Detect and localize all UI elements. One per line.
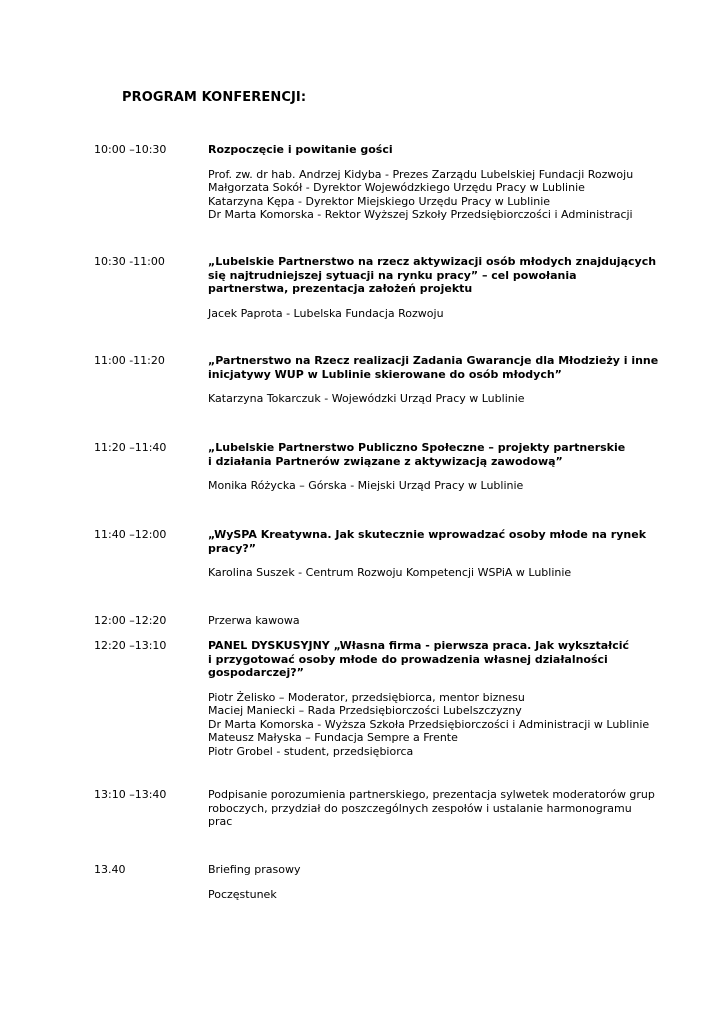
agenda-time: 12:20 –13:10 <box>94 639 167 652</box>
agenda-title-line: Przerwa kawowa <box>208 614 300 627</box>
agenda-title-line: „Lubelskie Partnerstwo na rzecz aktywizacji osób młodych znajdujących <box>208 255 657 268</box>
speaker-list <box>208 168 648 222</box>
speaker: Piotr Grobel - student, przedsiębiorca <box>208 744 414 758</box>
agenda-time: 13.40 <box>94 863 126 876</box>
agenda-title <box>208 639 648 680</box>
agenda-title-line: prac <box>208 815 233 828</box>
agenda-time: 11:40 –12:00 <box>94 528 167 541</box>
agenda-title <box>208 255 657 296</box>
agenda-time: 11:00 -11:20 <box>94 354 165 367</box>
agenda-content <box>208 528 648 580</box>
catering-note: Poczęstunek <box>208 887 277 901</box>
agenda-title <box>208 441 648 468</box>
speaker: Karolina Suszek - Centrum Rozwoju Kompetencji WSPiA w Lublinie <box>208 566 572 579</box>
agenda-title-line: Podpisanie porozumienia partnerskiego, prezentacja sylwetek moderatorów grup <box>208 788 655 801</box>
speaker-list <box>208 479 648 493</box>
agenda-content <box>208 614 648 628</box>
agenda-time: 10:30 -11:00 <box>94 255 165 268</box>
agenda-content <box>208 863 648 901</box>
agenda-title-line: i działania Partnerów związane z aktywizacją zawodową” <box>208 454 563 468</box>
speaker-list <box>208 307 648 321</box>
agenda-time: 13:10 –13:40 <box>94 788 167 801</box>
agenda-title-line: PANEL DYSKUSYJNY „Własna firma - pierwsza praca. Jak wykształcić <box>208 639 630 652</box>
agenda-title-line: roboczych, przydział do poszczególnych zespołów i ustalanie harmonogramu <box>208 801 632 815</box>
speaker: Monika Różycka – Górska - Miejski Urząd Pracy w Lublinie <box>208 479 524 492</box>
speaker-list <box>208 566 648 580</box>
agenda-content <box>208 143 648 222</box>
speaker: Katarzyna Tokarczuk - Wojewódzki Urząd Pracy w Lublinie <box>208 392 525 405</box>
agenda-title <box>208 863 648 877</box>
agenda-time: 12:00 –12:20 <box>94 614 167 627</box>
agenda-title-line: „Partnerstwo na Rzecz realizacji Zadania Gwarancje dla Młodzieży i inne <box>208 354 659 367</box>
agenda-title <box>208 614 648 628</box>
agenda-title-line: inicjatywy WUP w Lublinie skierowane do osób młodych” <box>208 367 562 381</box>
agenda-title-line: i przygotować osoby młode do prowadzenia własnej działalności <box>208 652 608 666</box>
speaker-list <box>208 691 648 759</box>
page-title: PROGRAM KONFERENCJI: <box>122 90 307 105</box>
agenda-title-line: gospodarczej?” <box>208 666 304 679</box>
agenda-content <box>208 441 648 493</box>
agenda-title <box>208 788 655 829</box>
agenda-time: 10:00 –10:30 <box>94 143 167 156</box>
speaker-list <box>208 888 648 902</box>
agenda-time: 11:20 –11:40 <box>94 441 167 454</box>
speaker: Katarzyna Kępa - Dyrektor Miejskiego Urzędu Pracy w Lublinie <box>208 194 551 208</box>
agenda-content <box>208 639 648 758</box>
agenda-content <box>208 788 655 829</box>
agenda-content <box>208 354 659 406</box>
agenda-title-line: Rozpoczęcie i powitanie gości <box>208 143 393 156</box>
speaker: Prof. zw. dr hab. Andrzej Kidyba - Prezes Zarządu Lubelskiej Fundacji Rozwoju <box>208 167 634 181</box>
agenda-title-line: „WySPA Kreatywna. Jak skutecznie wprowadzać osoby młode na rynek <box>208 528 647 541</box>
agenda-title-line: się najtrudniejszej sytuacji na rynku pracy” – cel powołania <box>208 268 577 282</box>
speaker: Dr Marta Komorska - Wyższa Szkoła Przedsiębiorczości i Administracji w Lublinie <box>208 717 650 731</box>
speaker-list <box>208 392 648 406</box>
speaker: Dr Marta Komorska - Rektor Wyższej Szkoły Przedsiębiorczości i Administracji <box>208 208 633 221</box>
agenda-content <box>208 255 657 320</box>
agenda-title-line: Briefing prasowy <box>208 863 301 876</box>
speaker: Jacek Paprota - Lubelska Fundacja Rozwoju <box>208 306 444 320</box>
agenda-title-line: pracy?” <box>208 541 257 555</box>
agenda-title <box>208 354 659 381</box>
agenda-title <box>208 528 648 555</box>
speaker: Piotr Żelisko – Moderator, przedsiębiorca, mentor biznesu <box>208 690 525 704</box>
agenda-title-line: „Lubelskie Partnerstwo Publiczno Społeczne – projekty partnerskie <box>208 441 626 454</box>
speaker: Małgorzata Sokół - Dyrektor Wojewódzkiego Urzędu Pracy w Lublinie <box>208 181 585 194</box>
agenda-title-line: partnerstwa, prezentacja założeń projektu <box>208 282 473 295</box>
speaker: Mateusz Małyska – Fundacja Sempre a Frente <box>208 731 458 744</box>
speaker: Maciej Maniecki – Rada Przedsiębiorczości Lubelszczyzny <box>208 704 522 717</box>
agenda-title <box>208 143 648 157</box>
